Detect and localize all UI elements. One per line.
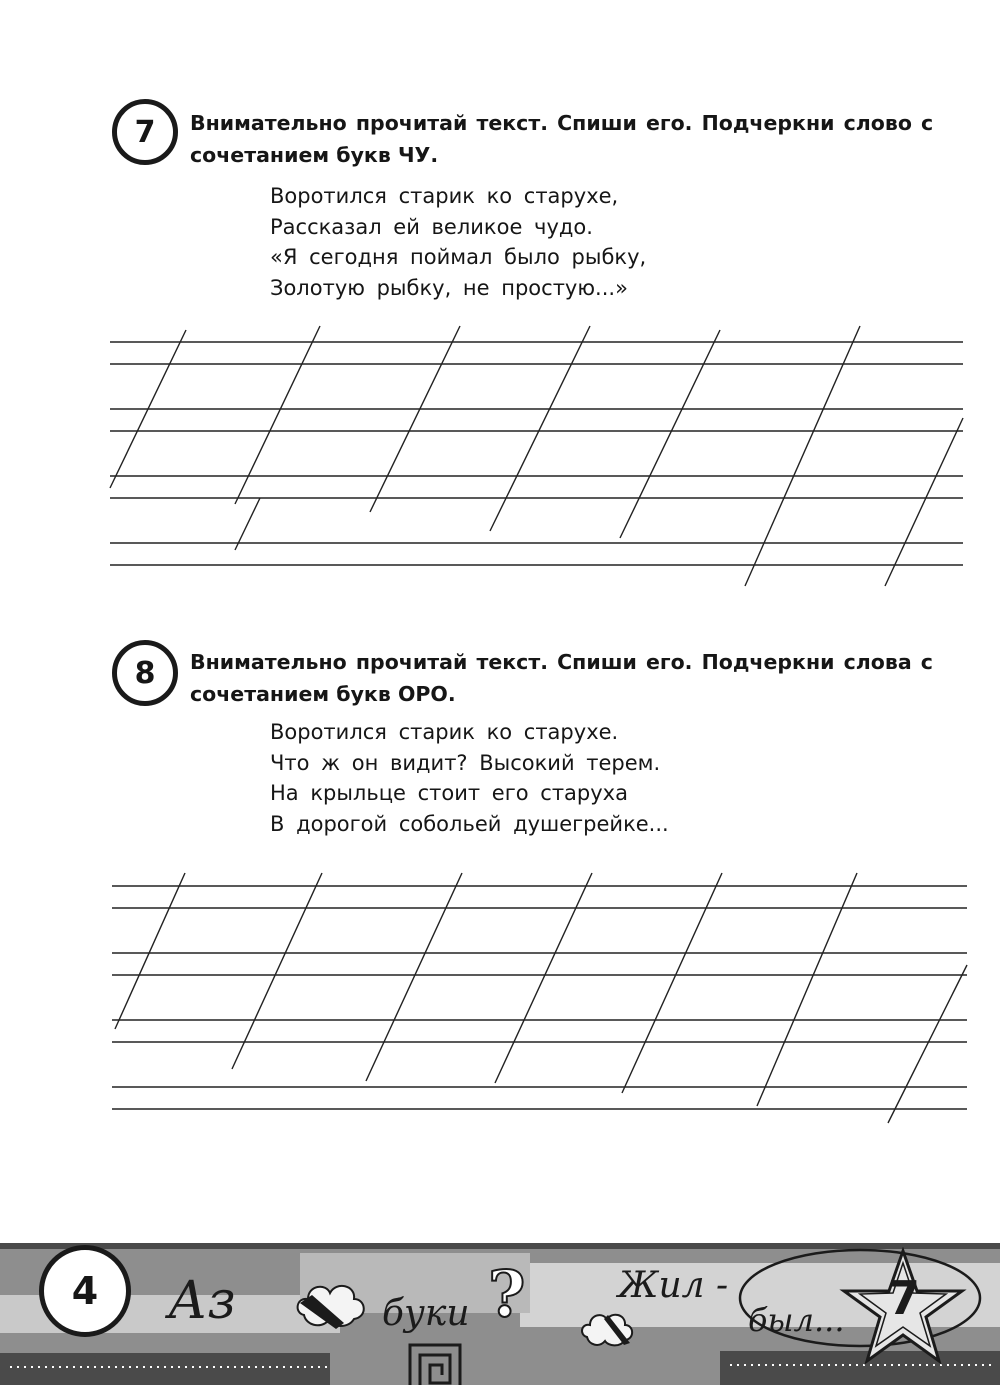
task-number-badge: 7 xyxy=(112,99,178,165)
instruction-line-1: Внимательно прочитай текст. Спиши его. Подчеркни слова с xyxy=(190,650,933,674)
deco-zhil-text: Жил - xyxy=(618,1265,729,1306)
poem-line: Золотую рыбку, не простую...» xyxy=(270,275,628,300)
deco-byl-text: был... xyxy=(748,1301,845,1339)
cloud-icon xyxy=(292,1273,372,1333)
poem-line: Рассказал ей великое чудо. xyxy=(270,214,593,239)
cloud-icon xyxy=(578,1305,638,1351)
instruction-line-1: Внимательно прочитай текст. Спиши его. Подчеркни слово с xyxy=(190,111,934,135)
poem-line: Воротился старик ко старухе. xyxy=(270,720,619,744)
task-number-badge: 8 xyxy=(112,640,178,706)
poem-line: «Я сегодня поймал было рыбку, xyxy=(270,245,647,269)
maze-icon xyxy=(400,1335,470,1385)
poem-line: Что ж он видит? Высокий терем. xyxy=(270,750,661,775)
question-mark-icon: ? xyxy=(488,1257,526,1332)
deco-seven-text: 7 xyxy=(888,1271,921,1325)
deco-buki-text: буки xyxy=(382,1293,470,1334)
poem-line: В дорогой собольей душегрейке... xyxy=(270,811,669,836)
footer-decoration xyxy=(0,1243,1000,1385)
page-number: 4 xyxy=(39,1245,131,1337)
instruction-line-2: сочетанием букв ОРО. xyxy=(190,682,456,706)
deco-az-text: Аз xyxy=(168,1271,236,1331)
poem-line: Воротился старик ко старухе, xyxy=(270,184,619,208)
instruction-line-2: сочетанием букв ЧУ. xyxy=(190,143,439,167)
poem-line: На крыльце стоит его старуха xyxy=(270,781,628,805)
